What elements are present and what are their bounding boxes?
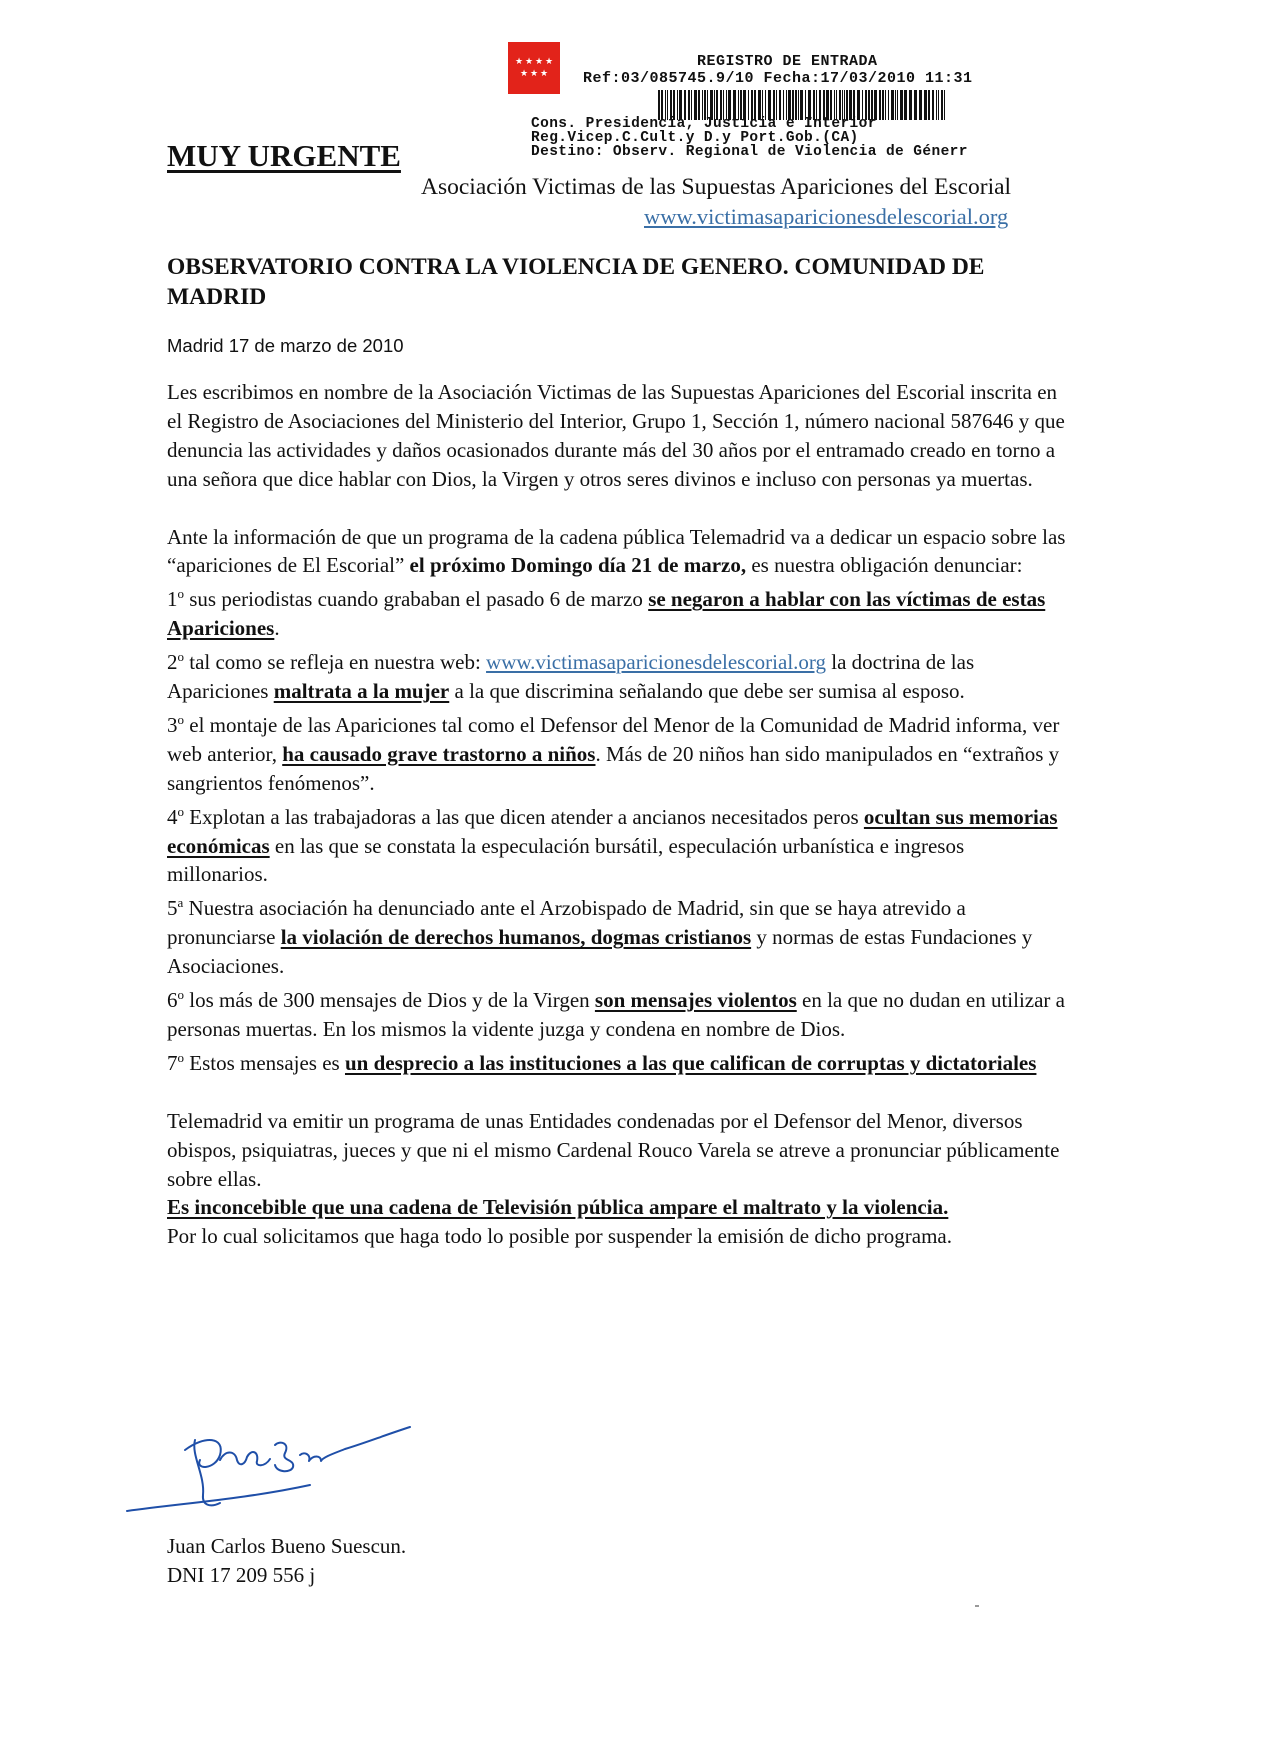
recipient-heading: OBSERVATORIO CONTRA LA VIOLENCIA DE GENERO. COMUNIDAD DE MADRID: [167, 254, 985, 310]
point-7: 7$^o$ Estos mensajes es un desprecio a las instituciones a las que califican de corruptas y dictatoriales: [167, 1049, 1037, 1075]
point-5: 5$^a$ Nuestra asociación ha denunciado ante el Arzobispado de Madrid, sin que se haya atrevido a pronunciarse la violación de derechos humanos, dogmas cristianos y normas de estas Fundaciones y Asociaciones.: [167, 895, 1033, 979]
point-6: 6$^o$ los más de 300 mensajes de Dios y de la Virgen son mensajes violentos en la que no dudan en utilizar a personas muertas. En los mismos la vidente juzga y condena en nombre de Dios.: [167, 987, 1065, 1042]
urgent-heading: MUY URGENTE: [167, 138, 401, 173]
closing-paragraph: Telemadrid va emitir un programa de unas Entidades condenadas por el Defensor del Menor, diversos obispos, psiquiatras, jueces y que ni el mismo Cardenal Rouco Varela se atreve a pronunciar públicamente sobre ellas.: [167, 1108, 1060, 1191]
point-4: 4$^o$ Explotan a las trabajadoras a las que dicen atender a ancianos necesitados peros ocultan sus memorias económicas en las que se constata la especulación bursátil, especulación urbanística e ingresos millonarios.: [167, 803, 1058, 887]
registry-destination: Destino: Observ. Regional de Violencia de Génerr: [531, 144, 968, 160]
signer-id: DNI 17 209 556 j: [167, 1563, 316, 1587]
svg-text:★: ★: [519, 69, 529, 79]
svg-text:★: ★: [529, 69, 539, 79]
point-2: 2$^o$ tal como se refleja en nuestra web: www.victimasaparicionesdelescorial.org la doctrina de las Apariciones maltrata a la mujer a la que discrimina señalando que debe ser sumisa al esposo.: [167, 649, 975, 704]
scan-mark: [975, 1605, 979, 1607]
intro-paragraph: Les escribimos en nombre de la Asociación Victimas de las Supuestas Apariciones del Escorial inscrita en el Registro de Asociaciones del Ministerio del Interior, Grupo 1, Sección 1, número nacional 587646 y que denuncia las actividades y daños ocasionados durante más del 30 años por el entramado creado en torno a una señora que dice hablar con Dios, la Virgen y otros seres divinos e incluso con personas ya muertas.: [167, 380, 1065, 491]
handwritten-signature: [125, 1415, 425, 1515]
comunidad-madrid-logo: [508, 42, 560, 94]
emphasis-paragraph: Es inconcebible que una cadena de Televisión pública ampare el maltrato y la violencia.: [167, 1195, 949, 1220]
letter-body: [167, 378, 1067, 1251]
signer-name: Juan Carlos Bueno Suescun.: [167, 1534, 407, 1558]
registry-reference: Ref:03/085745.9/10 Fecha:17/03/2010 11:31: [583, 70, 973, 87]
registry-office: Reg.Vicep.C.Cult.y D.y Port.Gob.(CA): [531, 130, 859, 146]
point-3: 3$^o$ el montaje de las Apariciones tal como el Defensor del Menor de la Comunidad de Madrid informa, ver web anterior, ha causado grave trastorno a niños. Más de 20 niños han sido manipulados en “extraños y sangrientos fenómenos”.: [167, 711, 1060, 795]
svg-text:★: ★: [544, 57, 554, 67]
registry-title: REGISTRO DE ENTRADA: [697, 53, 878, 70]
svg-text:★: ★: [534, 57, 544, 67]
svg-text:★: ★: [539, 69, 549, 79]
point-1: 1$^o$ sus periodistas cuando grababan el pasado 6 de marzo se negaron a hablar con las víctimas de estas Apariciones.: [167, 586, 1046, 641]
svg-text:★: ★: [524, 57, 534, 67]
signer-block: [167, 1532, 406, 1590]
letter-date: Madrid 17 de marzo de 2010: [167, 335, 404, 356]
registry-department: Cons. Presidencia, Justicia e Interior: [531, 116, 877, 132]
body-website-link[interactable]: www.victimasaparicionesdelescorial.org: [486, 650, 827, 675]
svg-text:★: ★: [514, 57, 524, 67]
request-paragraph: Por lo cual solicitamos que haga todo lo posible por suspender la emisión de dicho programa.: [167, 1224, 952, 1249]
lead-paragraph: Ante la información de que un programa de la cadena pública Telemadrid va a dedicar un espacio sobre las “apariciones de El Escorial” el próximo Domingo día 21 de marzo, es nuestra obligación denunciar:: [167, 524, 1066, 578]
association-name: Asociación Victimas de las Supuestas Apariciones del Escorial: [421, 174, 1012, 200]
association-website-link[interactable]: www.victimasaparicionesdelescorial.org: [644, 204, 1009, 229]
